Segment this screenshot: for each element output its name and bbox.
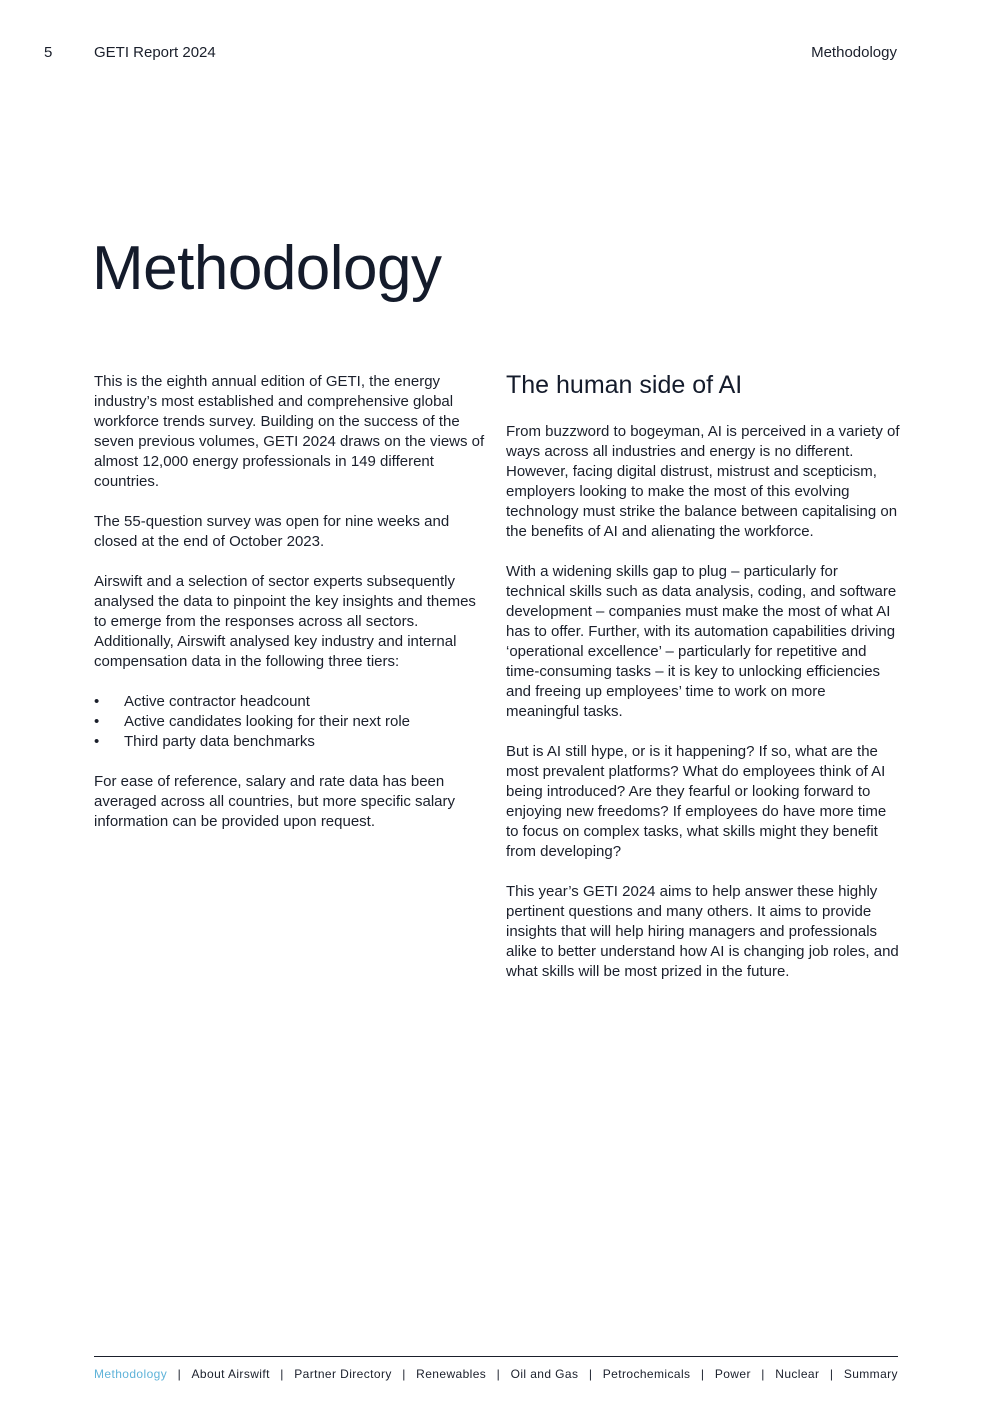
footer-link-renewables[interactable]: Renewables: [416, 1367, 487, 1381]
intro-paragraph: This is the eighth annual edition of GETI, the energy industry’s most established and comprehensive global workforce trends survey. Building on the success of the seven previous volumes, GETI 2024 draws on the views of almost 12,000 energy professionals in 149 different countries.: [94, 373, 485, 490]
right-column: [506, 368, 900, 1002]
left-column: [94, 372, 486, 852]
nav-separator: |: [588, 1367, 593, 1381]
tiers-list: [94, 692, 486, 752]
nav-separator: |: [700, 1367, 705, 1381]
footer-divider: [94, 1356, 898, 1357]
list-item-text: Active contractor headcount: [124, 693, 310, 710]
bullet-icon: •: [94, 733, 100, 750]
list-item-text: Third party data benchmarks: [124, 733, 315, 750]
bullet-icon: •: [94, 693, 100, 710]
list-item-text: Active candidates looking for their next role: [124, 713, 410, 730]
footer-link-oil-and-gas[interactable]: Oil and Gas: [510, 1367, 579, 1381]
survey-paragraph: The 55-question survey was open for nine weeks and closed at the end of October 2023.: [94, 513, 450, 550]
footer-nav: [94, 1367, 898, 1381]
reference-paragraph: For ease of reference, salary and rate data has been averaged across all countries, but more specific salary information can be provided upon request.: [94, 773, 455, 830]
nav-separator: |: [496, 1367, 501, 1381]
footer-link-summary[interactable]: Summary: [843, 1367, 898, 1381]
nav-separator: |: [829, 1367, 834, 1381]
report-title: GETI Report 2024: [94, 44, 216, 61]
page-title: Methodology: [92, 234, 442, 303]
page-number: 5: [44, 44, 53, 61]
analysis-paragraph: Airswift and a selection of sector experts subsequently analysed the data to pinpoint the key insights and themes to emerge from the responses across all sectors. Additionally, Airswift analysed key industry and internal compensation data in the following three tiers:: [94, 573, 476, 670]
nav-separator: |: [402, 1367, 406, 1381]
footer-link-partner-directory[interactable]: Partner Directory: [294, 1367, 392, 1381]
list-item: [94, 712, 486, 732]
footer-link-methodology[interactable]: Methodology: [94, 1367, 168, 1381]
footer-link-petrochemicals[interactable]: Petrochemicals: [602, 1367, 691, 1381]
list-item: [94, 692, 486, 712]
geti-aims-paragraph: This year’s GETI 2024 aims to help answer these highly pertinent questions and many others. It aims to provide insights that will help hiring managers and professionals alike to better understand how AI is changing job roles, and what skills will be most prized in the future.: [506, 883, 899, 980]
section-heading: The human side of AI: [506, 371, 743, 399]
list-item: [94, 732, 486, 752]
footer-link-about-airswift[interactable]: About Airswift: [191, 1367, 270, 1381]
footer-link-power[interactable]: Power: [714, 1367, 751, 1381]
footer-link-nuclear[interactable]: Nuclear: [775, 1367, 820, 1381]
nav-separator: |: [280, 1367, 284, 1381]
nav-separator: |: [177, 1367, 182, 1381]
section-label: Methodology: [811, 44, 897, 61]
ai-perception-paragraph: From buzzword to bogeyman, AI is perceived in a variety of ways across all industries and energy is no different. However, facing digital distrust, mistrust and scepticism, employers looking to make the most of this evolving technology must strike the balance between capitalising on the benefits of AI and alienating the workforce.: [506, 423, 900, 540]
skills-gap-paragraph: With a widening skills gap to plug – particularly for technical skills such as data analysis, coding, and software development – companies must make the most of what AI has to offer. Further, with its automation capabilities driving ‘operational excellence’ – particularly for repetitive and time-consuming tasks – it is key to unlocking efficiencies and freeing up employees’ time to work on more meaningful tasks.: [506, 563, 897, 720]
ai-questions-paragraph: But is AI still hype, or is it happening? If so, what are the most prevalent platforms? What do employees think of AI being introduced? Are they fearful or looking forward to enjoying new freedoms? If employees do have more time to focus on complex tasks, what skills might they benefit from developing?: [506, 743, 887, 860]
bullet-icon: •: [94, 713, 100, 730]
nav-separator: |: [761, 1367, 765, 1381]
